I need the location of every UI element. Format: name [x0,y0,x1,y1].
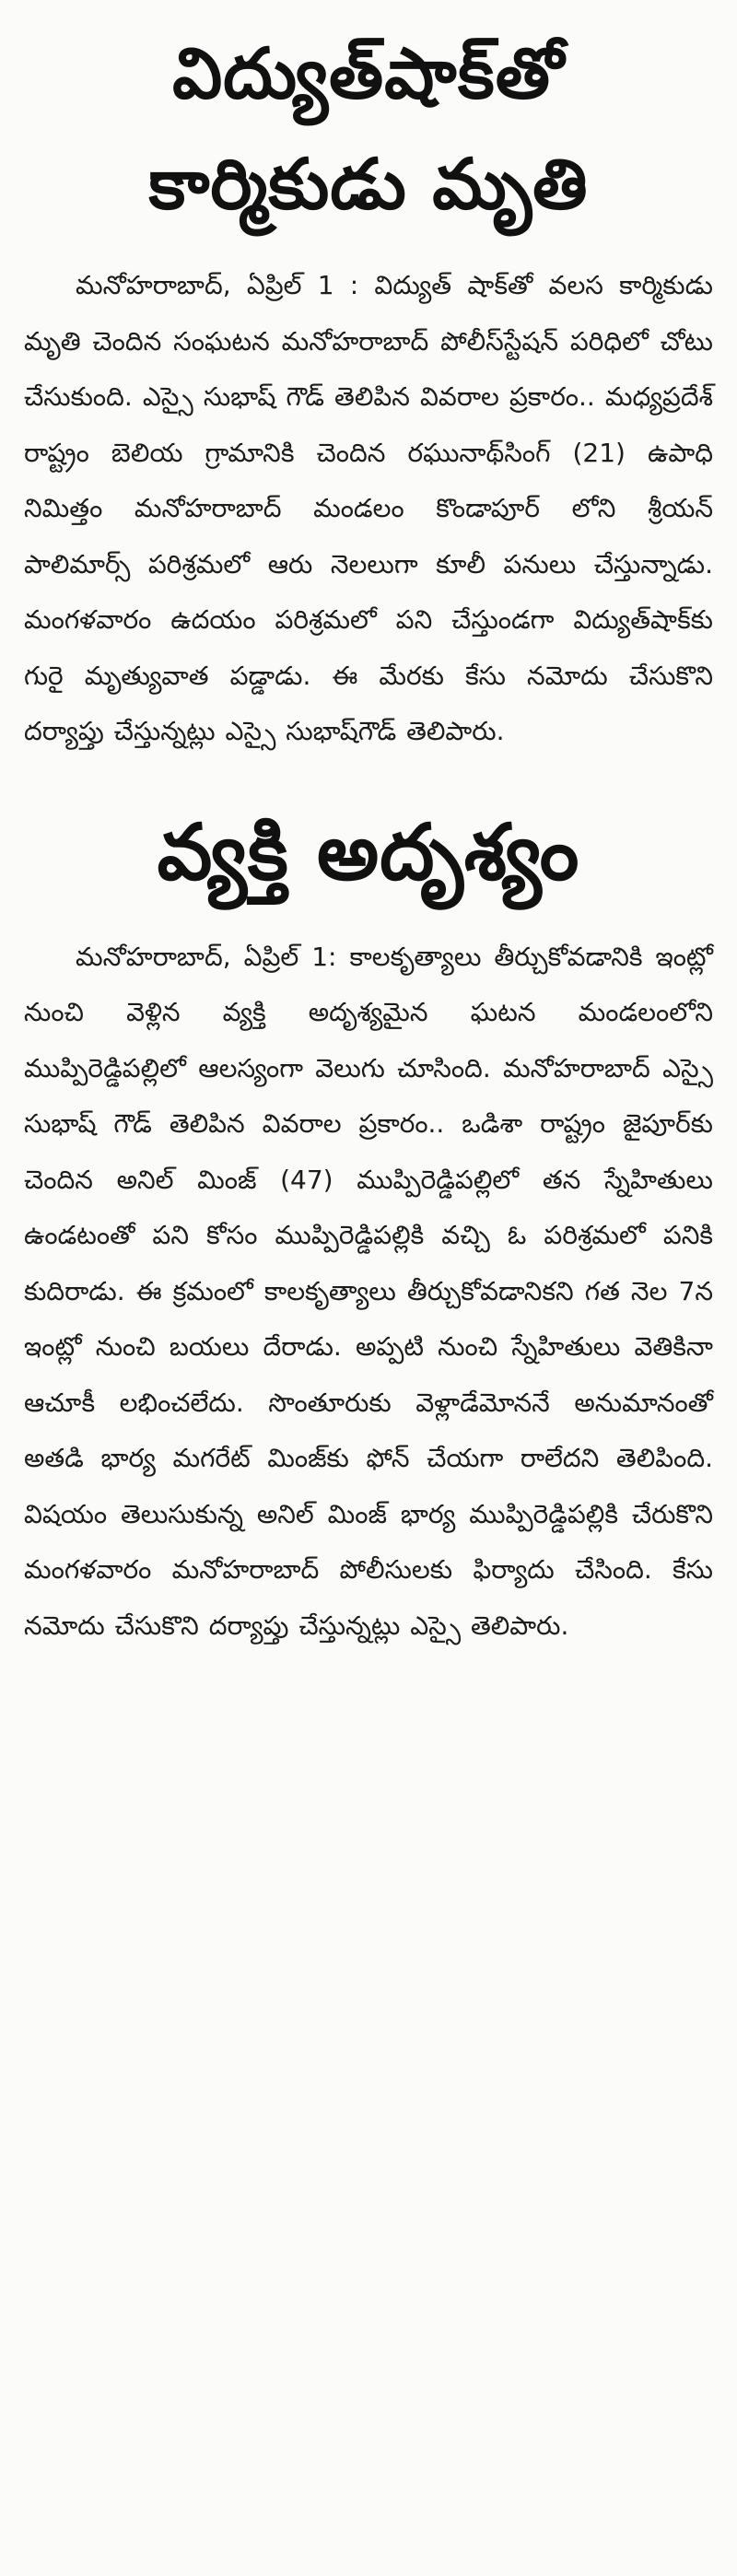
article-body: మనోహరాబాద్, ఏప్రిల్ 1: కాలకృత్యాలు తీర్చుకోవడానికి ఇంట్లో నుంచి వెళ్లిన వ్యక్తి అదృశ్యమైన ఘటన మండలంలోని ముప్పిరెడ్డిపల్లిలో ఆలస్యంగా వెలుగు చూసింది. మనోహరాబాద్ ఎస్సై సుభాష్ గౌడ్ తెలిపిన వివరాల ప్రకారం.. ఒడిశా రాష్ట్రం జైపూర్‌కు చెందిన అనిల్ మింజ్ (47) ముప్పిరెడ్డిపల్లిలో తన స్నేహితులు ఉండటంతో పని కోసం ముప్పిరెడ్డిపల్లికి వచ్చి ఓ పరిశ్రమలో పనికి కుదిరాడు. ఈ క్రమంలో కాలకృత్యాలు తీర్చుకోవడానికని గత నెల 7న ఇంట్లో నుంచి బయలు దేరాడు. అప్పటి నుంచి స్నేహితులు వెతికినా ఆచూకీ లభించలేదు. సొంతూరుకు వెళ్లాడేమోననే అనుమానంతో అతడి భార్య మగరేట్ మింజ్‌కు ఫోన్ చేయగా రాలేదని తెలిపింది. విషయం తెలుసుకున్న అనిల్ మింజ్ భార్య ముప్పిరెడ్డిపల్లికి చేరుకొని మంగళవారం మనోహరాబాద్ పోలీసులకు ఫిర్యాదు చేసింది. కేసు నమోదు చేసుకొని దర్యాప్తు చేస్తున్నట్లు ఎస్సై తెలిపారు. [24,941,713,1641]
headline-line: కార్మికుడు మృతి [148,143,589,225]
headline-line: విద్యుత్‌షాక్‌తో [172,32,565,114]
article-electric-shock [24,18,713,760]
headline-line: వ్యక్తి అదృశ్యం [157,806,580,897]
article-body: మనోహరాబాద్, ఏప్రిల్ 1 : విద్యుత్ షాక్‌తో వలస కార్మికుడు మృతి చెందిన సంఘటన మనోహరాబాద్ పోలీస్‌స్టేషన్ పరిధిలో చోటు చేసుకుంది. ఎస్సై సుభాష్ గౌడ్ తెలిపిన వివరాల ప్రకారం.. మధ్యప్రదేశ్ రాష్ట్రం బెలియ గ్రామానికి చెందిన రఘునాథ్‌సింగ్ (21) ఉపాధి నిమిత్తం మనోహరాబాద్ మండలం కొండాపూర్ లోని శ్రీయన్ పాలిమార్స్ పరిశ్రమలో ఆరు నెలలుగా కూలీ పనులు చేస్తున్నాడు. మంగళవారం ఉదయం పరిశ్రమలో పని చేస్తుండగా విద్యుత్‌షాక్‌కు గురై మృత్యువాత పడ్డాడు. ఈ మేరకు కేసు నమోదు చేసుకొని దర్యాప్తు చేస్తున్నట్లు ఎస్సై సుభాష్‌గౌడ్ తెలిపారు. [24,270,713,746]
article-headline [24,18,713,240]
article-missing-person [24,799,713,1655]
article-headline [24,799,713,906]
